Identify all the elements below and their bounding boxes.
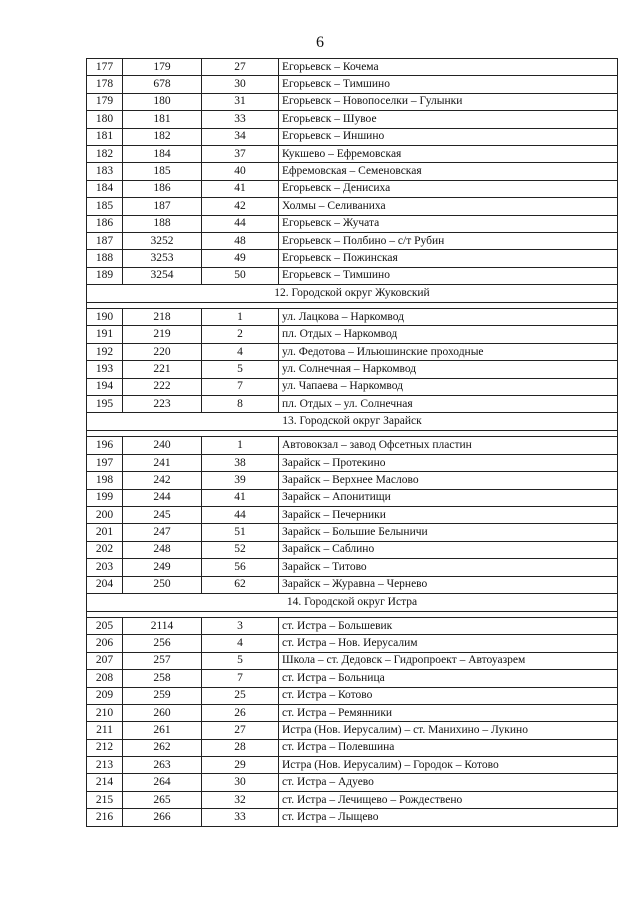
- table-row: [87, 76, 618, 93]
- row-number: 206: [87, 635, 123, 652]
- registry-number: 179: [123, 59, 202, 76]
- row-number: 195: [87, 396, 123, 413]
- table-row: [87, 541, 618, 558]
- registry-number: 187: [123, 198, 202, 215]
- route-name: Егорьевск – Жучата: [279, 215, 618, 232]
- route-name: Егорьевск – Новопоселки – Гулынки: [279, 93, 618, 110]
- row-number: 211: [87, 722, 123, 739]
- table-row: [87, 559, 618, 576]
- route-number: 44: [202, 506, 279, 523]
- registry-number: 223: [123, 396, 202, 413]
- row-number: 201: [87, 524, 123, 541]
- table-row: [87, 722, 618, 739]
- route-number: 1: [202, 437, 279, 454]
- row-number: 189: [87, 267, 123, 284]
- registry-number: 249: [123, 559, 202, 576]
- row-number: 209: [87, 687, 123, 704]
- table-row: [87, 687, 618, 704]
- section-heading: 13. Городской округ Зарайск: [87, 413, 618, 431]
- route-number: 4: [202, 343, 279, 360]
- registry-number: 220: [123, 343, 202, 360]
- registry-number: 186: [123, 180, 202, 197]
- table-row: [87, 506, 618, 523]
- route-number: 41: [202, 489, 279, 506]
- registry-number: 180: [123, 93, 202, 110]
- table-row: [87, 739, 618, 756]
- registry-number: 250: [123, 576, 202, 593]
- registry-number: 244: [123, 489, 202, 506]
- row-number: 214: [87, 774, 123, 791]
- route-number: 49: [202, 250, 279, 267]
- table-row: [87, 704, 618, 721]
- table-row: [87, 472, 618, 489]
- route-name: Кукшево – Ефремовская: [279, 145, 618, 162]
- table-row: [87, 145, 618, 162]
- row-number: 200: [87, 506, 123, 523]
- row-number: 202: [87, 541, 123, 558]
- section-heading: 14. Городской округ Истра: [87, 593, 618, 611]
- route-name: пл. Отдых – Наркомвод: [279, 326, 618, 343]
- table-row: [87, 396, 618, 413]
- table-row: [87, 670, 618, 687]
- route-number: 1: [202, 309, 279, 326]
- row-number: 212: [87, 739, 123, 756]
- route-number: 38: [202, 454, 279, 471]
- route-name: ст. Истра – Лечищево – Рождествено: [279, 791, 618, 808]
- registry-number: 221: [123, 361, 202, 378]
- table-row: [87, 163, 618, 180]
- route-number: 5: [202, 652, 279, 669]
- page-number: 6: [316, 34, 324, 51]
- registry-number: 185: [123, 163, 202, 180]
- row-number: 207: [87, 652, 123, 669]
- route-number: 5: [202, 361, 279, 378]
- row-number: 191: [87, 326, 123, 343]
- row-number: 180: [87, 111, 123, 128]
- route-name: Зарайск – Журавна – Чернево: [279, 576, 618, 593]
- route-name: ул. Солнечная – Наркомвод: [279, 361, 618, 378]
- registry-number: 256: [123, 635, 202, 652]
- route-number: 32: [202, 791, 279, 808]
- row-number: 204: [87, 576, 123, 593]
- registry-number: 181: [123, 111, 202, 128]
- route-number: 28: [202, 739, 279, 756]
- table-row: [87, 59, 618, 76]
- registry-number: 182: [123, 128, 202, 145]
- row-number: 192: [87, 343, 123, 360]
- section-heading-row: [87, 285, 618, 303]
- route-number: 48: [202, 232, 279, 249]
- table-row: [87, 524, 618, 541]
- table-row: [87, 93, 618, 110]
- row-number: 196: [87, 437, 123, 454]
- registry-number: 263: [123, 757, 202, 774]
- registry-number: 188: [123, 215, 202, 232]
- route-number: 33: [202, 111, 279, 128]
- route-name: Автовокзал – завод Офсетных пластин: [279, 437, 618, 454]
- registry-number: 260: [123, 704, 202, 721]
- registry-number: 247: [123, 524, 202, 541]
- row-number: 179: [87, 93, 123, 110]
- section-heading-row: [87, 593, 618, 611]
- registry-number: 257: [123, 652, 202, 669]
- table-row: [87, 809, 618, 826]
- table-row: [87, 757, 618, 774]
- registry-number: 218: [123, 309, 202, 326]
- route-number: 3: [202, 617, 279, 634]
- route-number: 7: [202, 670, 279, 687]
- route-name: Холмы – Селиваниха: [279, 198, 618, 215]
- registry-number: 242: [123, 472, 202, 489]
- routes-table: [86, 58, 618, 827]
- route-name: ст. Истра – Полевшина: [279, 739, 618, 756]
- route-name: ул. Федотова – Ильюшинские проходные: [279, 343, 618, 360]
- route-name: Егорьевск – Шувое: [279, 111, 618, 128]
- registry-number: 261: [123, 722, 202, 739]
- route-name: Егорьевск – Полбино – с/т Рубин: [279, 232, 618, 249]
- route-number: 40: [202, 163, 279, 180]
- route-name: ст. Истра – Котово: [279, 687, 618, 704]
- route-name: ст. Истра – Больница: [279, 670, 618, 687]
- route-number: 8: [202, 396, 279, 413]
- route-number: 50: [202, 267, 279, 284]
- table-row: [87, 111, 618, 128]
- route-number: 4: [202, 635, 279, 652]
- table-row: [87, 198, 618, 215]
- route-name: Ефремовская – Семеновская: [279, 163, 618, 180]
- route-number: 26: [202, 704, 279, 721]
- route-number: 2: [202, 326, 279, 343]
- route-name: ст. Истра – Ремянники: [279, 704, 618, 721]
- row-number: 194: [87, 378, 123, 395]
- row-number: 215: [87, 791, 123, 808]
- registry-number: 266: [123, 809, 202, 826]
- route-number: 42: [202, 198, 279, 215]
- route-name: ст. Истра – Адуево: [279, 774, 618, 791]
- route-name: Зарайск – Печерники: [279, 506, 618, 523]
- row-number: 185: [87, 198, 123, 215]
- route-name: Зарайск – Верхнее Маслово: [279, 472, 618, 489]
- registry-number: 3254: [123, 267, 202, 284]
- row-number: 184: [87, 180, 123, 197]
- route-name: Егорьевск – Иншино: [279, 128, 618, 145]
- registry-number: 248: [123, 541, 202, 558]
- route-name: пл. Отдых – ул. Солнечная: [279, 396, 618, 413]
- registry-number: 265: [123, 791, 202, 808]
- table-row: [87, 250, 618, 267]
- table-row: [87, 232, 618, 249]
- registry-number: 184: [123, 145, 202, 162]
- registry-number: 222: [123, 378, 202, 395]
- table-row: [87, 791, 618, 808]
- route-number: 33: [202, 809, 279, 826]
- route-number: 25: [202, 687, 279, 704]
- row-number: 183: [87, 163, 123, 180]
- registry-number: 240: [123, 437, 202, 454]
- route-name: Егорьевск – Пожинская: [279, 250, 618, 267]
- registry-number: 219: [123, 326, 202, 343]
- row-number: 178: [87, 76, 123, 93]
- table-row: [87, 576, 618, 593]
- row-number: 198: [87, 472, 123, 489]
- route-number: 37: [202, 145, 279, 162]
- row-number: 188: [87, 250, 123, 267]
- route-number: 41: [202, 180, 279, 197]
- row-number: 203: [87, 559, 123, 576]
- table-row: [87, 454, 618, 471]
- registry-number: 241: [123, 454, 202, 471]
- table-row: [87, 617, 618, 634]
- registry-number: 259: [123, 687, 202, 704]
- table-row: [87, 215, 618, 232]
- registry-number: 3253: [123, 250, 202, 267]
- table-row: [87, 326, 618, 343]
- table-row: [87, 267, 618, 284]
- route-number: 62: [202, 576, 279, 593]
- route-number: 30: [202, 774, 279, 791]
- row-number: 181: [87, 128, 123, 145]
- table-row: [87, 635, 618, 652]
- row-number: 199: [87, 489, 123, 506]
- row-number: 177: [87, 59, 123, 76]
- row-number: 210: [87, 704, 123, 721]
- route-number: 7: [202, 378, 279, 395]
- route-name: Зарайск – Апонитищи: [279, 489, 618, 506]
- route-name: Истра (Нов. Иерусалим) – ст. Манихино – Лукино: [279, 722, 618, 739]
- table-row: [87, 128, 618, 145]
- route-number: 31: [202, 93, 279, 110]
- route-name: ст. Истра – Лыщево: [279, 809, 618, 826]
- route-name: ул. Лацкова – Наркомвод: [279, 309, 618, 326]
- row-number: 216: [87, 809, 123, 826]
- route-name: Зарайск – Протекино: [279, 454, 618, 471]
- registry-number: 2114: [123, 617, 202, 634]
- registry-number: 258: [123, 670, 202, 687]
- route-number: 52: [202, 541, 279, 558]
- table-row: [87, 309, 618, 326]
- row-number: 190: [87, 309, 123, 326]
- table-row: [87, 774, 618, 791]
- row-number: 197: [87, 454, 123, 471]
- table-row: [87, 180, 618, 197]
- section-heading: 12. Городской округ Жуковский: [87, 285, 618, 303]
- route-name: Егорьевск – Тимшино: [279, 76, 618, 93]
- route-number: 56: [202, 559, 279, 576]
- route-number: 39: [202, 472, 279, 489]
- route-number: 27: [202, 59, 279, 76]
- table-row: [87, 652, 618, 669]
- row-number: 186: [87, 215, 123, 232]
- route-number: 34: [202, 128, 279, 145]
- route-number: 30: [202, 76, 279, 93]
- row-number: 193: [87, 361, 123, 378]
- route-name: Егорьевск – Кочема: [279, 59, 618, 76]
- route-name: ст. Истра – Нов. Иерусалим: [279, 635, 618, 652]
- table-row: [87, 489, 618, 506]
- table-row: [87, 361, 618, 378]
- route-name: Егорьевск – Денисиха: [279, 180, 618, 197]
- registry-number: 3252: [123, 232, 202, 249]
- route-name: ул. Чапаева – Наркомвод: [279, 378, 618, 395]
- table-row: [87, 343, 618, 360]
- registry-number: 245: [123, 506, 202, 523]
- route-name: Зарайск – Большие Белыничи: [279, 524, 618, 541]
- route-number: 44: [202, 215, 279, 232]
- table-row: [87, 437, 618, 454]
- registry-number: 264: [123, 774, 202, 791]
- section-heading-row: [87, 413, 618, 431]
- route-name: Школа – ст. Дедовск – Гидропроект – Автоуазрем: [279, 652, 618, 669]
- route-name: Истра (Нов. Иерусалим) – Городок – Котово: [279, 757, 618, 774]
- registry-number: 262: [123, 739, 202, 756]
- route-name: ст. Истра – Большевик: [279, 617, 618, 634]
- registry-number: 678: [123, 76, 202, 93]
- routes-table-body: [87, 59, 618, 827]
- table-row: [87, 378, 618, 395]
- route-name: Зарайск – Титово: [279, 559, 618, 576]
- row-number: 208: [87, 670, 123, 687]
- route-name: Зарайск – Саблино: [279, 541, 618, 558]
- route-number: 51: [202, 524, 279, 541]
- row-number: 187: [87, 232, 123, 249]
- row-number: 205: [87, 617, 123, 634]
- route-name: Егорьевск – Тимшино: [279, 267, 618, 284]
- route-number: 27: [202, 722, 279, 739]
- route-number: 29: [202, 757, 279, 774]
- row-number: 213: [87, 757, 123, 774]
- row-number: 182: [87, 145, 123, 162]
